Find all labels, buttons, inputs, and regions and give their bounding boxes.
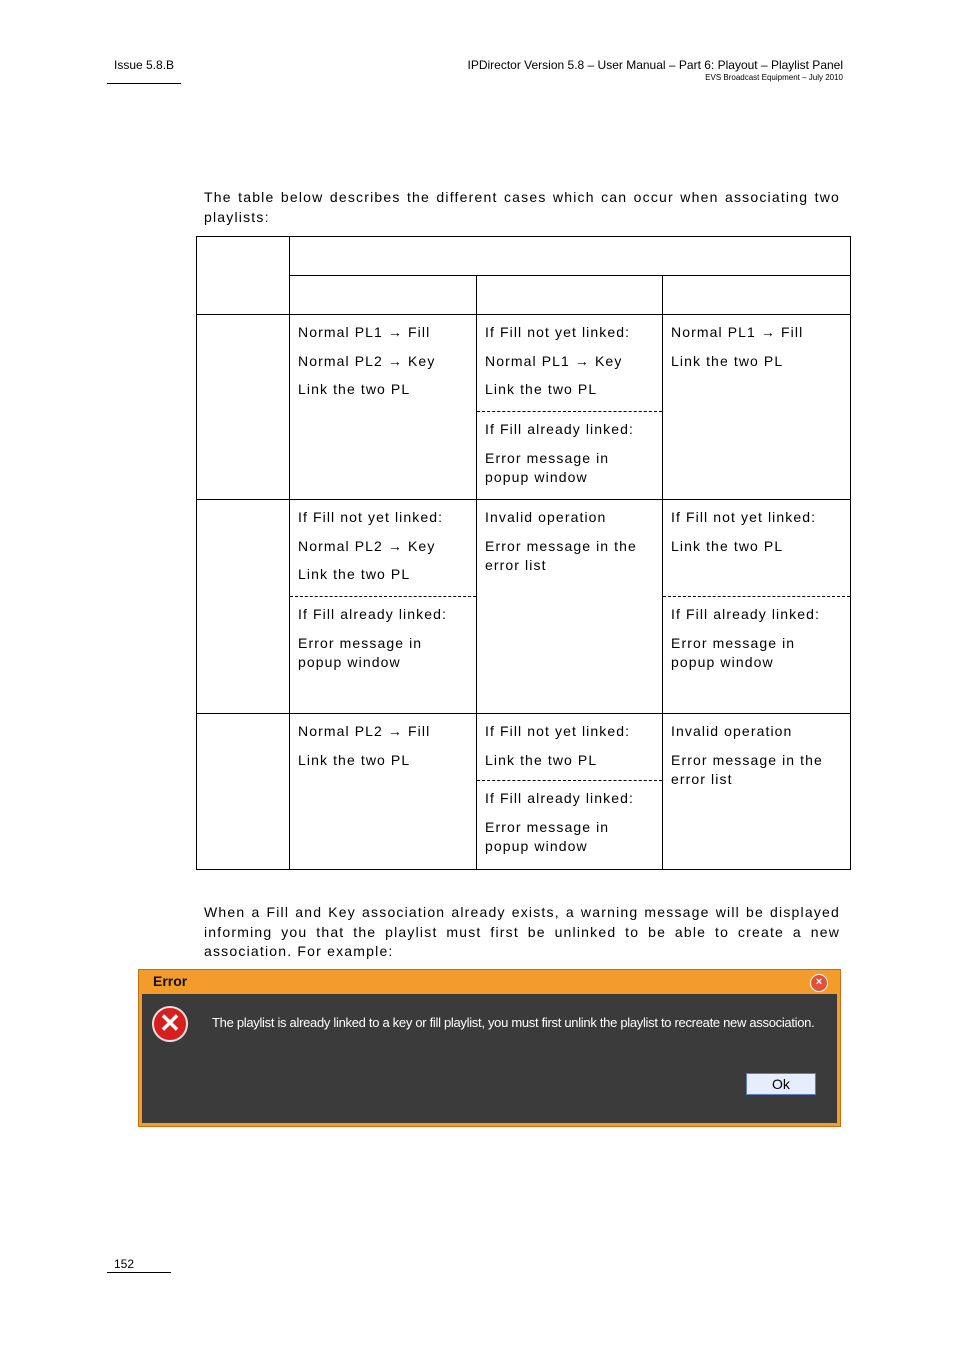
issue-label: Issue 5.8.B <box>114 58 175 72</box>
error-dialog <box>138 969 841 1127</box>
cell-line: If Fill not yet linked: <box>671 509 817 525</box>
table-cell <box>477 500 663 714</box>
table-cell <box>663 714 851 870</box>
table-cell <box>290 500 477 714</box>
dialog-body <box>142 994 837 1123</box>
row-label-cell <box>197 500 290 714</box>
cell-line: Normal PL2 → Key <box>298 537 436 554</box>
footer-rule <box>107 1272 171 1273</box>
cell-line: Error message in popup window <box>671 634 796 670</box>
table-header-row <box>197 237 851 276</box>
ok-button[interactable]: Ok <box>746 1073 816 1095</box>
cell-line: Link the two PL <box>298 751 411 768</box>
row-label-cell <box>197 315 290 500</box>
cell-line: If Fill not yet linked: <box>485 324 631 340</box>
close-icon[interactable]: × <box>810 974 828 992</box>
cell-line: Link the two PL <box>298 566 411 582</box>
table-cell <box>477 714 663 870</box>
cell-line: Normal PL1 → Key <box>485 352 623 369</box>
cell-line: If Fill already linked: <box>671 606 821 622</box>
cell-line: Link the two PL <box>671 352 784 369</box>
table-corner-cell <box>197 237 290 315</box>
cell-line: If Fill already linked: <box>485 790 635 806</box>
cell-line: Error message in the error list <box>485 537 637 573</box>
cell-line: If Fill already linked: <box>485 421 635 437</box>
cell-line: If Fill already linked: <box>298 606 448 622</box>
table-subheader-cell <box>663 276 851 315</box>
table-cell <box>663 500 851 714</box>
dialog-message: The playlist is already linked to a key or fill playlist, you must first unlink the playlist to recreate new association. <box>212 1015 815 1030</box>
cell-line: Error message in the error list <box>671 751 823 787</box>
document-title: IPDirector Version 5.8 – User Manual – Part 6: Playout – Playlist Panel <box>467 58 843 72</box>
cell-line: Normal PL2 → Fill <box>298 723 431 739</box>
row-label-cell <box>197 714 290 870</box>
table-subheader-cell <box>477 276 663 315</box>
table-cell <box>290 714 477 870</box>
table-header-cell <box>290 237 851 276</box>
cell-line: Normal PL1 → Fill <box>298 324 431 340</box>
cell-line: If Fill not yet linked: <box>298 509 444 525</box>
header-rule <box>107 83 181 84</box>
table-row <box>197 500 851 714</box>
association-cases-table <box>196 236 851 870</box>
cell-line: Normal PL1 → Fill <box>671 324 804 340</box>
table-row <box>197 714 851 870</box>
warning-paragraph: When a Fill and Key association already exists, a warning message will be displayed informing you that the playlist must first be unlinked to be able to create a new association. For example: <box>204 904 840 959</box>
cell-line: Error message in popup window <box>298 634 423 670</box>
cell-line: Invalid operation <box>671 723 793 739</box>
table-cell <box>477 315 663 500</box>
table-cell <box>290 315 477 500</box>
page-number: 152 <box>114 1257 135 1271</box>
cell-line: Link the two PL <box>485 381 598 397</box>
table-subheader-row <box>197 276 851 315</box>
table-cell <box>663 315 851 500</box>
table-subheader-cell <box>290 276 477 315</box>
cell-line: Link the two PL <box>298 381 411 397</box>
cell-line: Error message in popup window <box>485 818 610 854</box>
cell-line: Normal PL2 → Key <box>298 352 436 369</box>
dialog-title: Error <box>153 973 188 989</box>
cell-line: Link the two PL <box>485 751 598 768</box>
table-row <box>197 315 851 500</box>
cell-line: Invalid operation <box>485 509 607 525</box>
error-icon: ✕ <box>152 1006 188 1042</box>
cell-line: If Fill not yet linked: <box>485 723 631 739</box>
document-subtitle: EVS Broadcast Equipment – July 2010 <box>705 73 843 82</box>
cell-line: Error message in popup window <box>485 449 610 485</box>
intro-paragraph: The table below describes the different cases which can occur when associating two playlists: <box>204 189 840 225</box>
cell-line: Link the two PL <box>671 537 784 554</box>
